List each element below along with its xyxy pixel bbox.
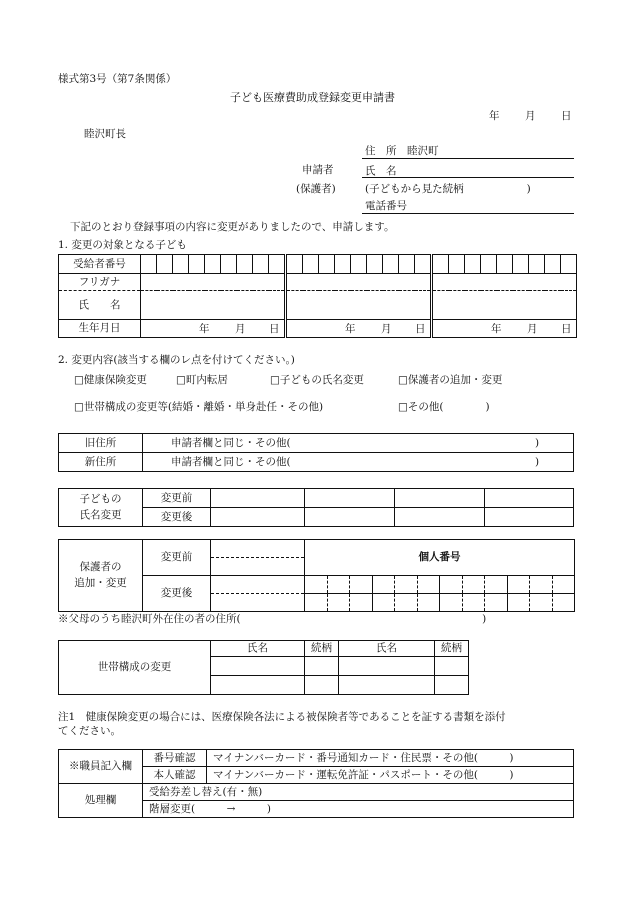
name-row: [59, 291, 577, 320]
pn-digit[interactable]: [462, 576, 485, 594]
digit-cell[interactable]: [449, 255, 465, 274]
old-address-close: ): [535, 437, 540, 449]
birth-year: 年: [491, 323, 502, 335]
birthdate-label: 生年月日: [59, 320, 141, 338]
staff-label: ※職員記入欄: [59, 750, 143, 784]
pn-digit[interactable]: [440, 594, 463, 612]
name-before-label: 変更前: [143, 489, 211, 508]
pn-digit[interactable]: [372, 576, 395, 594]
pn-digit[interactable]: [530, 576, 553, 594]
address-underline: [362, 158, 574, 159]
pn-digit[interactable]: [327, 594, 350, 612]
note-1-cont: てください。: [58, 725, 121, 737]
pn-digit[interactable]: [395, 594, 418, 612]
digit-cell[interactable]: [287, 255, 303, 274]
digit-cell[interactable]: [221, 255, 237, 274]
applicant-relation[interactable]: (子どもから見た続柄 ): [365, 183, 531, 195]
pn-digit[interactable]: [395, 576, 418, 594]
name-after-cell[interactable]: [485, 508, 574, 527]
household-cell[interactable]: [211, 676, 305, 695]
pn-digit[interactable]: [530, 594, 553, 612]
digit-cell[interactable]: [399, 255, 415, 274]
applicant-phone[interactable]: 電話番号: [365, 200, 407, 212]
pn-digit[interactable]: [507, 594, 530, 612]
birthdate-cell[interactable]: [433, 320, 577, 338]
name-change-label-2: 氏名変更: [79, 508, 122, 521]
old-address-row: [59, 434, 574, 453]
recipient-number-label: 受給者番号: [59, 255, 141, 274]
name-change-table: [58, 488, 574, 527]
date-day: 日: [561, 110, 572, 122]
guardian-label-1: 保護者の: [79, 560, 122, 573]
furigana-row: [59, 274, 577, 291]
child-name-cell[interactable]: [141, 291, 285, 320]
digit-cell[interactable]: [383, 255, 399, 274]
identity-check-label: 本人確認: [143, 767, 207, 784]
option-household[interactable]: □世帯構成の変更等(結婚・離婚・単身赴任・その他): [74, 401, 324, 413]
birth-month: 月: [235, 323, 246, 335]
household-col-rel: 続柄: [305, 641, 339, 657]
child-table: [58, 254, 577, 338]
digit-cell[interactable]: [433, 255, 449, 274]
furigana-label: フリガナ: [59, 274, 141, 291]
digit-cell[interactable]: [319, 255, 335, 274]
card-replace[interactable]: 受給券差し替え(有・無): [143, 784, 574, 801]
birth-month: 月: [381, 323, 392, 335]
household-cell[interactable]: [339, 657, 435, 676]
guardian-before-name[interactable]: [211, 558, 305, 576]
new-address-close: ): [535, 456, 540, 468]
pn-digit[interactable]: [485, 594, 508, 612]
birthdate-cell[interactable]: [141, 320, 285, 338]
digit-cell[interactable]: [237, 255, 253, 274]
old-address-label: 旧住所: [59, 434, 143, 453]
pn-digit[interactable]: [350, 594, 373, 612]
pn-digit[interactable]: [327, 576, 350, 594]
new-address-row: [59, 453, 574, 472]
pn-digit[interactable]: [552, 594, 575, 612]
digit-cell[interactable]: [497, 255, 513, 274]
name-before-cell[interactable]: [211, 489, 305, 508]
household-table: [58, 640, 469, 695]
furigana-cell[interactable]: [141, 274, 285, 291]
household-col-rel-2: 続柄: [435, 641, 469, 657]
digit-cell[interactable]: [367, 255, 383, 274]
guardian-table: [58, 539, 575, 612]
pn-digit[interactable]: [507, 576, 530, 594]
name-change-label: [59, 489, 143, 527]
pn-digit[interactable]: [305, 576, 328, 594]
section2-heading: 2. 変更内容(該当する欄のレ点を付けてください。): [58, 354, 295, 366]
pn-digit[interactable]: [372, 594, 395, 612]
household-col-name: 氏名: [211, 641, 305, 657]
recipient-number-row: [59, 255, 577, 274]
furigana-cell[interactable]: [433, 274, 577, 291]
name-after-cell[interactable]: [305, 508, 395, 527]
digit-cell[interactable]: [351, 255, 367, 274]
digit-cell[interactable]: [303, 255, 319, 274]
digit-cell[interactable]: [189, 255, 205, 274]
pn-digit[interactable]: [552, 576, 575, 594]
digit-cell[interactable]: [269, 255, 285, 274]
digit-cell[interactable]: [157, 255, 173, 274]
guardian-after-furigana[interactable]: [211, 576, 305, 594]
household-label: 世帯構成の変更: [59, 641, 211, 695]
digit-cell[interactable]: [253, 255, 269, 274]
household-cell[interactable]: [435, 657, 469, 676]
parent-address-note: ※父母のうち睦沢町外在住の者の住所( ): [58, 613, 487, 625]
old-address-text: 申請者欄と同じ・その他(: [171, 437, 291, 449]
guardian-before-label: 変更前: [143, 540, 211, 576]
date-month: 月: [525, 110, 536, 122]
new-address-cell[interactable]: [143, 453, 574, 472]
name-change-label-1: 子どもの: [79, 492, 122, 505]
birth-day: 日: [561, 323, 572, 335]
pn-digit[interactable]: [350, 576, 373, 594]
digit-cell[interactable]: [465, 255, 481, 274]
name-before-cell[interactable]: [485, 489, 574, 508]
note-1: 注1 健康保険変更の場合には、医療保険各法による被保険者等であることを証する書類を添付: [58, 711, 506, 723]
guardian-after-name[interactable]: [211, 594, 305, 612]
name-after-cell[interactable]: [395, 508, 485, 527]
name-before-cell[interactable]: [305, 489, 395, 508]
pn-digit[interactable]: [440, 576, 463, 594]
name-after-label: 変更後: [143, 508, 211, 527]
number-check-label: 番号確認: [143, 750, 207, 767]
household-cell[interactable]: [339, 676, 435, 695]
birth-year: 年: [199, 323, 210, 335]
household-cell[interactable]: [211, 657, 305, 676]
option-insurance[interactable]: □健康保険変更: [74, 374, 147, 386]
intro-text: 下記のとおり登録事項の内容に変更がありましたので、申請します。: [70, 221, 395, 233]
household-col-name-2: 氏名: [339, 641, 435, 657]
digit-cell[interactable]: [205, 255, 221, 274]
pn-digit[interactable]: [485, 576, 508, 594]
guardian-label-2: 追加・変更: [74, 576, 127, 589]
new-address-label: 新住所: [59, 453, 143, 472]
guardian-label: [59, 540, 143, 612]
guardian-before-furigana[interactable]: [211, 540, 305, 558]
section1-heading: 1. 変更の対象となる子ども: [58, 239, 187, 251]
applicant-label: 申請者: [302, 164, 334, 176]
household-cell[interactable]: [305, 676, 339, 695]
identity-check-text[interactable]: マイナンバーカード・運転免許証・パスポート・その他( ): [207, 767, 574, 784]
digit-cell[interactable]: [335, 255, 351, 274]
name-underline: [362, 177, 574, 178]
pn-digit[interactable]: [462, 594, 485, 612]
household-cell[interactable]: [305, 657, 339, 676]
birth-day: 日: [415, 323, 426, 335]
name-before-cell[interactable]: [395, 489, 485, 508]
addressee: 睦沢町長: [84, 128, 126, 140]
birth-month: 月: [527, 323, 538, 335]
digit-cell[interactable]: [545, 255, 561, 274]
digit-cell[interactable]: [561, 255, 577, 274]
address-table: [58, 433, 574, 472]
digit-cell[interactable]: [513, 255, 529, 274]
phone-underline: [362, 213, 574, 214]
guardian-after-label: 変更後: [143, 576, 211, 612]
child-name-cell[interactable]: [287, 291, 431, 320]
birthdate-row: [59, 320, 577, 338]
tier-change[interactable]: 階層変更( → ): [143, 801, 574, 818]
birthdate-cell[interactable]: [287, 320, 431, 338]
form-number: 様式第3号（第7条関係）: [58, 73, 177, 85]
digit-cell[interactable]: [415, 255, 431, 274]
applicant-label-sub: (保護者): [296, 183, 336, 195]
digit-cell[interactable]: [529, 255, 545, 274]
name-after-cell[interactable]: [211, 508, 305, 527]
old-address-cell[interactable]: [143, 434, 574, 453]
digit-cell[interactable]: [141, 255, 157, 274]
child-name-cell[interactable]: [433, 291, 577, 320]
personal-number-header: 個人番号: [305, 540, 575, 576]
applicant-name[interactable]: 氏 名: [365, 165, 397, 177]
applicant-address[interactable]: 住 所 睦沢町: [365, 145, 439, 157]
pn-digit[interactable]: [417, 576, 440, 594]
birth-day: 日: [269, 323, 280, 335]
digit-cell[interactable]: [481, 255, 497, 274]
birth-year: 年: [345, 323, 356, 335]
household-cell[interactable]: [435, 676, 469, 695]
option-guardian[interactable]: □保護者の追加・変更: [398, 374, 503, 386]
date-year: 年: [489, 110, 500, 122]
new-address-text: 申請者欄と同じ・その他(: [171, 456, 291, 468]
child-name-label: 氏 名: [59, 291, 141, 320]
digit-cell[interactable]: [173, 255, 189, 274]
option-child-name[interactable]: □子どもの氏名変更: [270, 374, 364, 386]
furigana-cell[interactable]: [287, 274, 431, 291]
form-title: 子ども医療費助成登録変更申請書: [230, 91, 395, 104]
pn-digit[interactable]: [305, 594, 328, 612]
number-check-text[interactable]: マイナンバーカード・番号通知カード・住民票・その他( ): [207, 750, 574, 767]
staff-table: [58, 749, 574, 818]
option-move[interactable]: □町内転居: [176, 374, 228, 386]
option-other[interactable]: □その他( ): [398, 401, 490, 413]
pn-digit[interactable]: [417, 594, 440, 612]
processing-label: 処理欄: [59, 784, 143, 818]
